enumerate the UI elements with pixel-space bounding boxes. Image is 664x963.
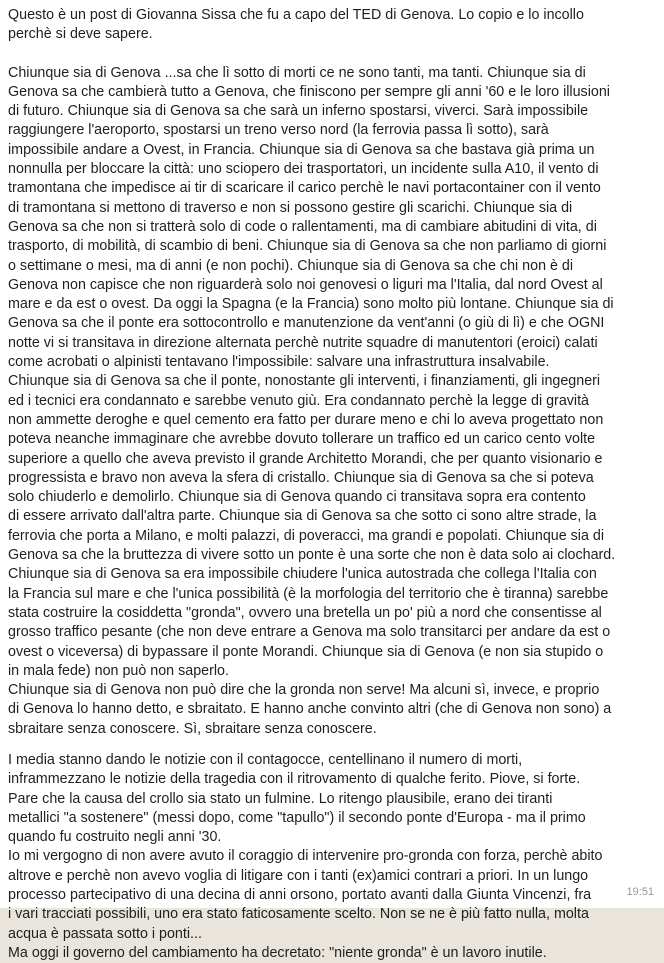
message-closing: I media stanno dando le notizie con il contagocce, centellinano il numero di morti, inframmezzano le notizie della tragedia con il ritrovamento di qualche ferito. Piove, si forte. Pare che la causa del crollo sia stato un fulmine. Lo ritengo plausibile, erano dei tiranti metallici "a sostenere" (messi dopo, come "tapullo") il secondo ponte d'Europa - ma il primo quando fu costruito negli anni '30. Io mi vergogno di non avere avuto il coraggio di intervenire pro-gronda con forza, perchè abito altrove e perchè non avevo voglia di litigare con i tanti (ex)amici contrari a priori. In un lungo processo partecipativo di una decina di anni orsono, portato avanti dalla Giunta Vincenzi, fra i vari tracciati possibili, uno era stato faticosamente scelto. Non se ne è più fatto nulla, molta acqua è passata sotto i ponti... Ma oggi il governo del cambiamento ha decretato: "niente gronda" è un lavoro inutile. bbox=[8, 751, 603, 961]
message-intro: Questo è un post di Giovanna Sissa che fu a capo del TED di Genova. Lo copio e lo incollo perchè si deve sapere. bbox=[8, 7, 584, 43]
paragraph-spacer bbox=[8, 739, 654, 751]
message-body: Chiunque sia di Genova ...sa che lì sotto di morti ce ne sono tanti, ma tanti. Chiunque sia di Genova sa che cambierà tutto a Genova, che finiscono per sempre gli anni '60 e le loro illusioni di futuro. Chiunque sia di Genova sa che sarà un inferno spostarsi, viverci. Sarà impossibile raggiungere l'aeroporto, spostarsi un treno verso nord (la ferrovia passa lì sotto), sarà impossibile andare a Ovest, in Francia. Chiunque sia di Genova sa che bastava già prima un nonnulla per bloccare la città: uno sciopero dei trasportatori, un incidente sulla A10, il vento di tramontana che impedisce ai tir di scaricare il carico perchè le navi portacontainer con il vento di tramontana si mettono di traverso e non si possono gestire gli scarichi. Chiunque sia di Genova sa che non si tratterà solo di code o rallentamenti, ma di cambiare abitudini di vita, di trasporto, di mobilità, di scambio di beni. Chiunque sia di Genova sa che non parliamo di giorni o settimane o mesi, ma di anni (e non pochi). Chiunque sia di Genova sa che chi non è di Genova non capisce che non riguarderà solo noi genovesi o liguri ma l'Italia, dal nord Ovest al mare e da est o ovest. Da oggi la Spagna (e la Francia) sono molto più lontane. Chiunque sia di Genova sa che il ponte era sottocontrollo e manutenzione da vent'anni (o giù di lì) e che OGNI notte vi si transitava in direzione alternata perchè nutrite squadre di manutentori (eroici) calati come acrobati o alpinisti tentavano l'impossibile: salvare una infrastruttura insalvabile. Chiunque sia di Genova sa che il ponte, nonostante gli interventi, i finanziamenti, gli ingegneri ed i tecnici era condannato e sarebbe venuto giù. Era condannato perchè la legge di gravità non ammette deroghe e quel cemento era fatto per durare meno e chi lo aveva progettato non poteva neanche immaginare che avrebbe dovuto tollerare un traffico ed un carico cento volte superiore a quello che aveva previsto il grande Architetto Morandi, che per quanto visionario e progressista e bravo non aveva la sfera di cristallo. Chiunque sia di Genova sa che si poteva solo chiuderlo e demolirlo. Chiunque sia di Genova quando ci transitava sopra era contento di essere arrivato dall'altra parte. Chiunque sia di Genova sa che sotto ci sono altre strade, la ferrovia che porta a Milano, e molti palazzi, di poveracci, ma grandi e popolati. Chiunque sia di Genova sa che la bruttezza di vivere sotto un ponte è una sorte che non è data solo ai clochard. Chiunque sia di Genova sa era impossibile chiudere l'unica autostrada che collega l'Italia con la Francia sul mare e che l'unica possibilità (è la morfologia del territorio che è tiranna) sarebbe stata costruire la cosiddetta "gronda", ovvero una bretella un po' più a nord che consentisse al grosso traffico pesante (che non deve entrare a Genova ma solo transitarci per andare da est o ovest o viceversa) di bypassare il ponte Morandi. Chiunque sia di Genova (e non sia stupido o in mala fede) non può non saperlo. Chiunque sia di Genova non può dire che la gronda non serve! Ma alcuni sì, invece, e proprio di Genova lo hanno detto, e sbraitato. E hanno anche convinto altri (che di Genova non sono) a sbraitare senza conoscere. Sì, sbraitare senza conoscere. bbox=[8, 64, 616, 737]
message-timestamp: 19:51 bbox=[626, 885, 654, 898]
paragraph-spacer bbox=[8, 45, 654, 64]
